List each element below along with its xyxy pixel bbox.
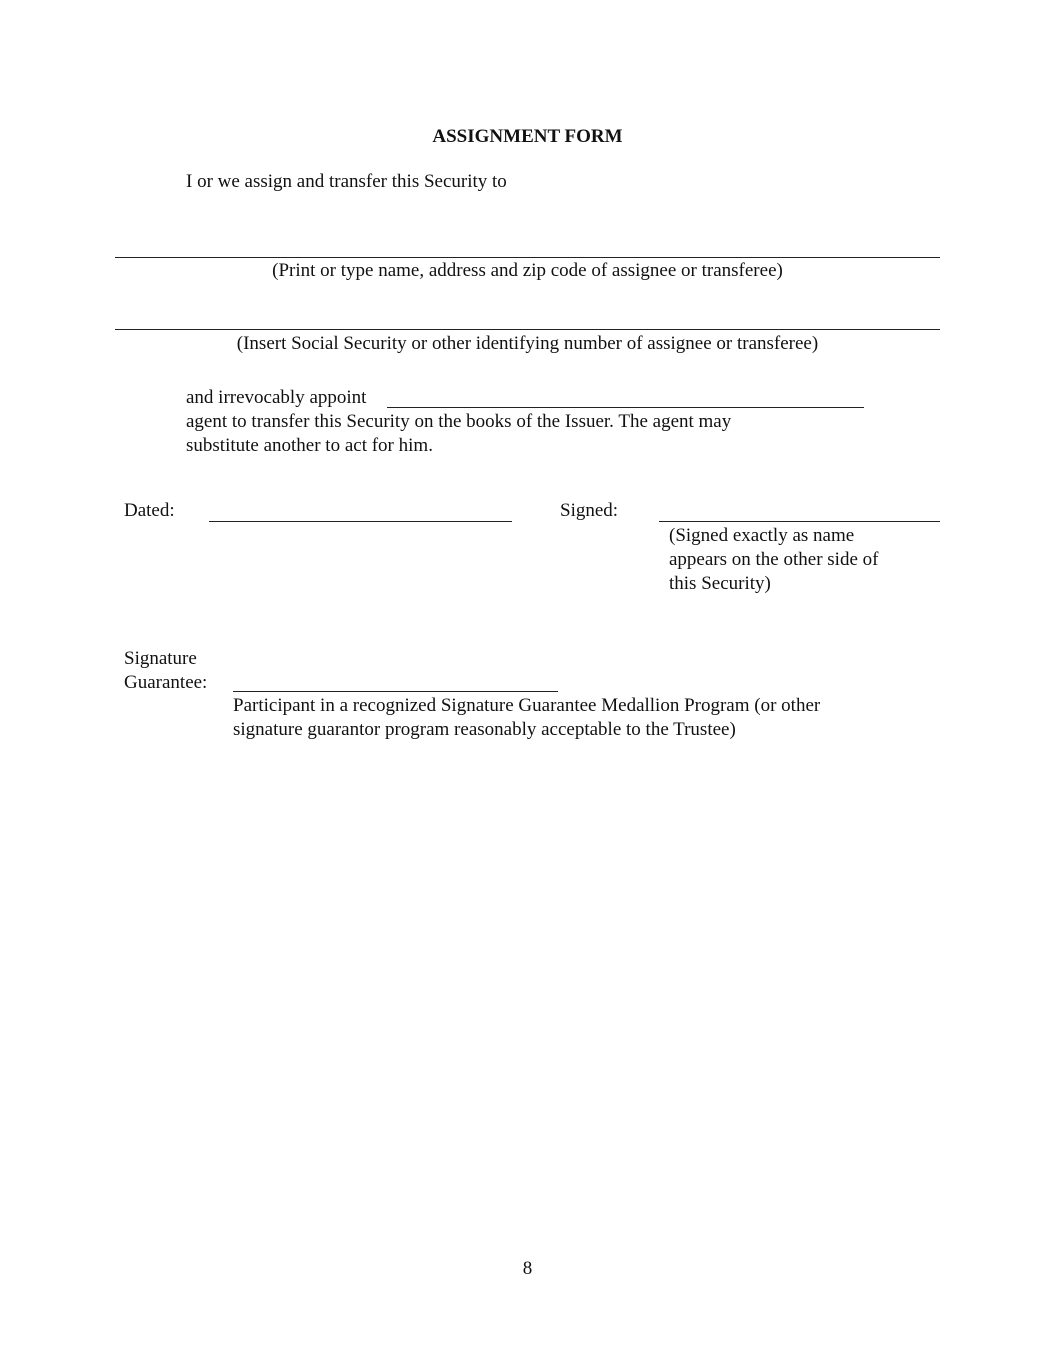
appoint-text-line1: agent to transfer this Security on the books of the Issuer. The agent may <box>186 411 732 432</box>
signed-note-line3: this Security) <box>669 573 771 594</box>
guarantee-label-line2: Guarantee: <box>124 672 208 693</box>
assignee-name-line[interactable] <box>115 257 940 258</box>
appoint-text-line2: substitute another to act for him. <box>186 435 433 456</box>
agent-line[interactable] <box>387 407 864 408</box>
signed-label: Signed: <box>560 500 619 521</box>
page-title: ASSIGNMENT FORM <box>432 126 623 147</box>
intro-text: I or we assign and transfer this Security to <box>186 171 507 192</box>
signed-note-line1: (Signed exactly as name <box>669 525 855 546</box>
page-number: 8 <box>522 1258 533 1279</box>
ssn-line[interactable] <box>115 329 940 330</box>
appoint-label: and irrevocably appoint <box>186 387 367 408</box>
dated-label: Dated: <box>124 500 175 521</box>
guarantee-label-line1: Signature <box>124 648 197 669</box>
guarantee-note-line1: Participant in a recognized Signature Guarantee Medallion Program (or other <box>233 695 821 716</box>
signed-note-line2: appears on the other side of <box>669 549 879 570</box>
dated-line[interactable] <box>209 521 512 522</box>
assignee-caption: (Print or type name, address and zip code of assignee or transferee) <box>272 260 783 281</box>
guarantee-note-line2: signature guarantor program reasonably acceptable to the Trustee) <box>233 719 736 740</box>
guarantee-line[interactable] <box>233 691 558 692</box>
signature-line[interactable] <box>659 521 940 522</box>
ssn-caption: (Insert Social Security or other identifying number of assignee or transferee) <box>236 333 819 354</box>
